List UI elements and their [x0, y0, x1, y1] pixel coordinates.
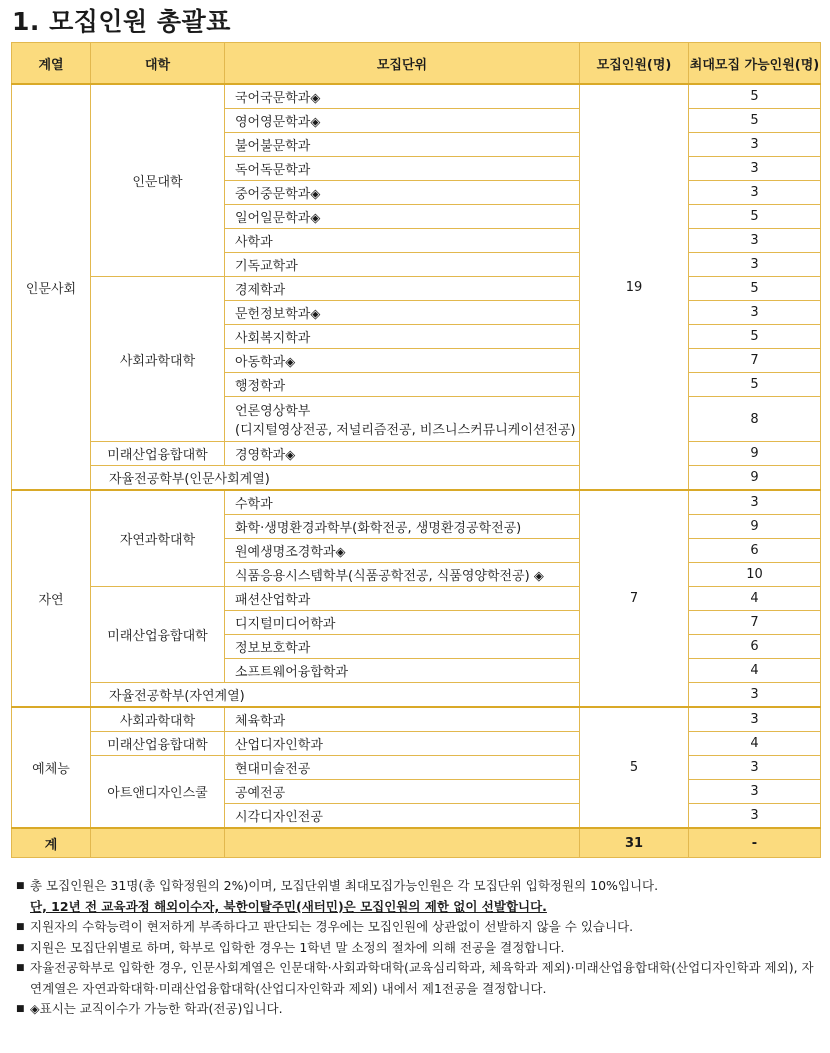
- table-row: [12, 683, 821, 708]
- unit-cell: [225, 157, 580, 181]
- unit-cell: [225, 133, 580, 157]
- unit-name: 화학·생명환경과학부(화학전공, 생명환경공학전공): [235, 521, 522, 536]
- unit-name: 정보보호학과: [235, 641, 311, 656]
- note-emphasis: 단, 12년 전 교육과정 해외이수자, 북한이탈주민(새터민)은 모집인원의 제한 없이 선발합니다.: [30, 898, 547, 914]
- unit-cell: [225, 349, 580, 373]
- note-text: 지원은 모집단위별로 하며, 학부로 입학한 경우는 1학년 말 소정의 절차에 의해 전공을 결정합니다.: [30, 939, 565, 955]
- college-cell: 자연과학대학: [91, 490, 225, 587]
- unit-subtitle: (디지털영상전공, 저널리즘전공, 비즈니스커뮤니케이션전공): [235, 423, 576, 438]
- table-row: [12, 442, 821, 466]
- max-cell: 5: [689, 373, 821, 397]
- college-cell: 미래산업융합대학: [91, 442, 225, 466]
- span-unit-cell: 자율전공학부(인문사회계열): [91, 466, 580, 491]
- max-cell: 10: [689, 563, 821, 587]
- note-text: 지원자의 수학능력이 현저하게 부족하다고 판단되는 경우에는 모집인원에 상관없이 선발하지 않을 수 있습니다.: [30, 919, 634, 934]
- recruit-cell: 19: [580, 84, 689, 490]
- unit-cell: [225, 635, 580, 659]
- unit-cell: [225, 253, 580, 277]
- max-cell: 3: [689, 707, 821, 732]
- max-cell: 5: [689, 109, 821, 133]
- unit-name: 기독교학과: [235, 259, 298, 274]
- total-empty-1: [91, 828, 225, 858]
- unit-cell: [225, 397, 580, 442]
- square-bullet-icon: ■: [16, 963, 25, 973]
- square-bullet-icon: ■: [16, 881, 25, 891]
- table-row: [12, 277, 821, 301]
- max-cell: 5: [689, 205, 821, 229]
- unit-cell: [225, 804, 580, 829]
- max-cell: 3: [689, 181, 821, 205]
- unit-name: 체육학과: [235, 714, 286, 729]
- unit-name: 패션산업학과: [235, 593, 311, 608]
- note-item: [16, 999, 816, 1020]
- table-row: [12, 732, 821, 756]
- max-cell: 4: [689, 732, 821, 756]
- unit-name: 중어중문학과◈: [235, 187, 321, 202]
- max-cell: 3: [689, 756, 821, 780]
- max-cell: 9: [689, 466, 821, 491]
- table-row: [12, 707, 821, 732]
- square-bullet-icon: ■: [16, 922, 25, 932]
- college-cell: 사회과학대학: [91, 277, 225, 442]
- note-text: 자율전공학부로 입학한 경우, 인문사회계열은 인문대학·사회과학대학(교육심리학과, 체육학과 제외)·미래산업융합대학(산업디자인학과 제외), 자연계열은 자연과학대학·미래산업융합대학(산업디자인학과 제외) 내에서 제1전공을 결정합니다.: [30, 960, 814, 996]
- unit-cell: [225, 587, 580, 611]
- total-recruit: 31: [580, 828, 689, 858]
- span-unit-cell: 자율전공학부(자연계열): [91, 683, 580, 708]
- max-cell: 5: [689, 325, 821, 349]
- unit-cell: [225, 205, 580, 229]
- table-row: [12, 756, 821, 780]
- unit-cell: [225, 277, 580, 301]
- note-item: [16, 938, 816, 959]
- unit-cell: [225, 301, 580, 325]
- total-row: [12, 828, 821, 858]
- college-cell: 인문대학: [91, 84, 225, 277]
- max-cell: 3: [689, 804, 821, 829]
- unit-name: 시각디자인전공: [235, 810, 323, 825]
- field-cell: 인문사회: [12, 84, 91, 490]
- unit-name: 영어영문학과◈: [235, 115, 321, 130]
- unit-cell: [225, 780, 580, 804]
- unit-name: 디지털미디어학과: [235, 617, 336, 632]
- unit-cell: [225, 756, 580, 780]
- page-title: 1. 모집인원 총괄표: [12, 7, 231, 36]
- college-cell: 사회과학대학: [91, 707, 225, 732]
- max-cell: 3: [689, 683, 821, 708]
- max-cell: 6: [689, 635, 821, 659]
- unit-cell: [225, 442, 580, 466]
- max-cell: 7: [689, 611, 821, 635]
- max-cell: 3: [689, 301, 821, 325]
- table-row: [12, 587, 821, 611]
- max-cell: 8: [689, 397, 821, 442]
- unit-name: 공예전공: [235, 786, 286, 801]
- unit-cell: [225, 325, 580, 349]
- max-cell: 3: [689, 229, 821, 253]
- unit-cell: [225, 373, 580, 397]
- unit-name: 소프트웨어융합학과: [235, 665, 349, 680]
- table-row: [12, 490, 821, 515]
- max-cell: 7: [689, 349, 821, 373]
- field-cell: 자연: [12, 490, 91, 707]
- note-item: [16, 876, 816, 917]
- field-cell: 예체능: [12, 707, 91, 828]
- max-cell: 3: [689, 157, 821, 181]
- unit-name: 문헌정보학과◈: [235, 307, 321, 322]
- recruit-cell: 7: [580, 490, 689, 707]
- square-bullet-icon: ■: [16, 1004, 25, 1014]
- header-recruit: 모집인원(명): [580, 43, 689, 85]
- max-cell: 4: [689, 659, 821, 683]
- total-max: -: [689, 828, 821, 858]
- unit-cell: [225, 611, 580, 635]
- max-cell: 9: [689, 515, 821, 539]
- college-cell: 미래산업융합대학: [91, 587, 225, 683]
- unit-cell: [225, 707, 580, 732]
- note-text: 총 모집인원은 31명(총 입학정원의 2%)이며, 모집단위별 최대모집가능인원은 각 모집단위 입학정원의 10%입니다.: [30, 878, 659, 893]
- recruit-cell: 5: [580, 707, 689, 828]
- unit-cell: [225, 109, 580, 133]
- header-field: 계열: [12, 43, 91, 85]
- unit-name: 산업디자인학과: [235, 738, 323, 753]
- unit-name: 경제학과: [235, 283, 286, 298]
- unit-name: 행정학과: [235, 379, 286, 394]
- unit-name: 경영학과◈: [235, 448, 296, 463]
- max-cell: 4: [689, 587, 821, 611]
- header-max: 최대모집 가능인원(명): [689, 43, 821, 85]
- college-cell: 미래산업융합대학: [91, 732, 225, 756]
- unit-cell: [225, 539, 580, 563]
- unit-cell: [225, 563, 580, 587]
- square-bullet-icon: ■: [16, 942, 25, 953]
- max-cell: 5: [689, 277, 821, 301]
- unit-name: 독어독문학과: [235, 163, 311, 178]
- unit-cell: [225, 515, 580, 539]
- unit-name: 국어국문학과◈: [235, 91, 321, 106]
- note-item: [16, 917, 816, 938]
- unit-name: 사회복지학과: [235, 331, 311, 346]
- max-cell: 3: [689, 253, 821, 277]
- table-header-row: [12, 43, 821, 85]
- max-cell: 3: [689, 133, 821, 157]
- unit-name: 원예생명조경학과◈: [235, 545, 346, 560]
- max-cell: 3: [689, 780, 821, 804]
- table-row: [12, 466, 821, 491]
- unit-name: 사학과: [235, 235, 273, 250]
- unit-cell: [225, 229, 580, 253]
- unit-name: 불어불문학과: [235, 139, 311, 154]
- total-label: 계: [12, 828, 91, 858]
- unit-name: 아동학과◈: [235, 355, 296, 370]
- unit-name: 일어일문학과◈: [235, 211, 321, 226]
- max-cell: 3: [689, 490, 821, 515]
- note-item: [16, 958, 816, 999]
- notes-section: [16, 876, 816, 1020]
- unit-name: 식품응용시스템학부(식품공학전공, 식품영양학전공) ◈: [235, 569, 544, 584]
- total-empty-2: [225, 828, 580, 858]
- unit-cell: [225, 659, 580, 683]
- unit-cell: [225, 84, 580, 109]
- max-cell: 9: [689, 442, 821, 466]
- unit-name: 언론영상학부: [235, 404, 311, 419]
- unit-name: 현대미술전공: [235, 762, 311, 777]
- recruitment-table: [11, 42, 821, 858]
- note-text: ◈표시는 교직이수가 가능한 학과(전공)입니다.: [30, 1001, 283, 1016]
- college-cell: 아트앤디자인스쿨: [91, 756, 225, 829]
- max-cell: 5: [689, 84, 821, 109]
- header-unit: 모집단위: [225, 43, 580, 85]
- unit-cell: [225, 490, 580, 515]
- unit-cell: [225, 732, 580, 756]
- header-college: 대학: [91, 43, 225, 85]
- max-cell: 6: [689, 539, 821, 563]
- unit-cell: [225, 181, 580, 205]
- unit-name: 수학과: [235, 497, 273, 512]
- table-row: [12, 84, 821, 109]
